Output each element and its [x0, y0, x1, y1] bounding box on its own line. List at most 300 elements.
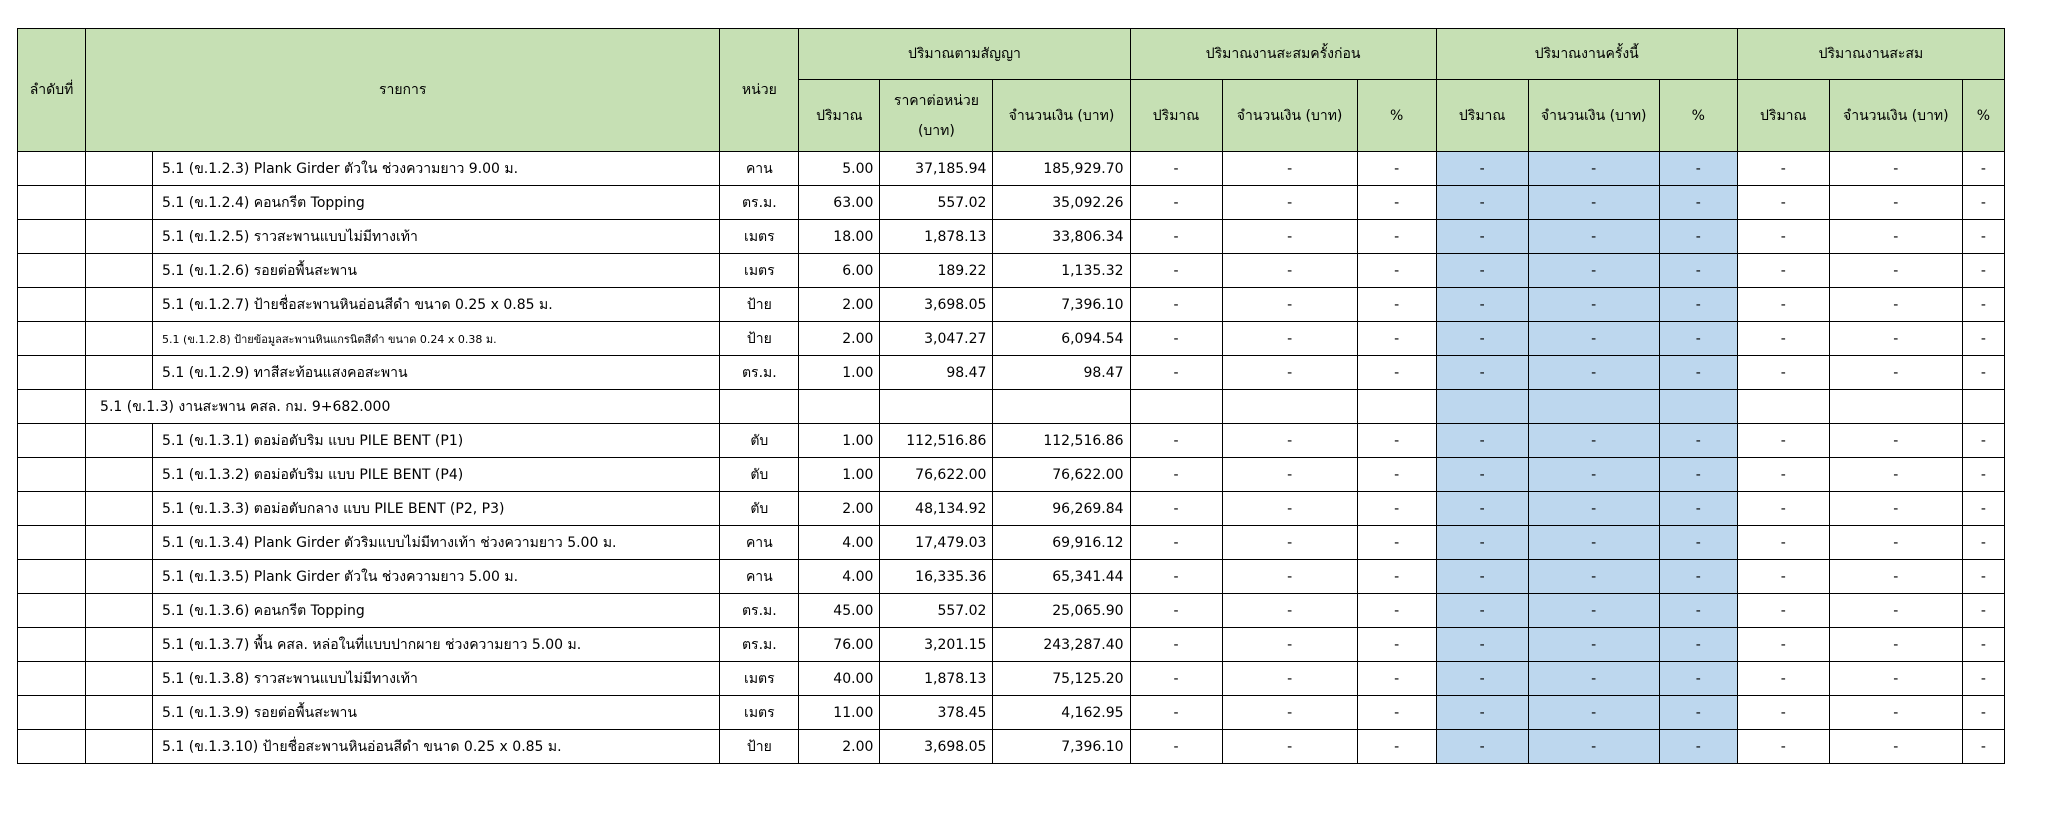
current-qty-cell: -: [1436, 526, 1528, 560]
cumulative-percent-cell: [1962, 390, 2004, 424]
cumulative-percent-cell: -: [1962, 152, 2004, 186]
table-row: [18, 628, 2005, 662]
item-cell: [86, 186, 720, 220]
previous-percent-cell: -: [1357, 356, 1436, 390]
header-previous: ปริมาณงานสะสมครั้งก่อน: [1130, 29, 1436, 80]
current-qty-cell: -: [1436, 220, 1528, 254]
header-unit: หน่วย: [720, 29, 799, 152]
previous-amount-cell: -: [1222, 356, 1357, 390]
current-qty-cell: -: [1436, 730, 1528, 764]
cumulative-percent-cell: -: [1962, 526, 2004, 560]
current-percent-cell: -: [1659, 492, 1737, 526]
qty-cell: 40.00: [799, 662, 880, 696]
header-contract-qty: ปริมาณ: [799, 80, 880, 152]
previous-percent-cell: -: [1357, 152, 1436, 186]
current-qty-cell: -: [1436, 560, 1528, 594]
unit-price-cell: 3,698.05: [880, 288, 993, 322]
amount-cell: 6,094.54: [993, 322, 1130, 356]
previous-qty-cell: [1130, 390, 1222, 424]
amount-cell: [993, 390, 1130, 424]
unit-price-cell: 3,201.15: [880, 628, 993, 662]
cumulative-qty-cell: -: [1737, 186, 1829, 220]
previous-qty-cell: -: [1130, 696, 1222, 730]
item-text: 5.1 (ข.1.3.10) ป้ายชื่อสะพานหินอ่อนสีดำ ขนาด 0.25 x 0.85 ม.: [162, 738, 562, 755]
cumulative-qty-cell: -: [1737, 356, 1829, 390]
unit-price-cell: 189.22: [880, 254, 993, 288]
qty-cell: 18.00: [799, 220, 880, 254]
unit-cell: ตร.ม.: [720, 628, 799, 662]
seq-cell: [18, 254, 86, 288]
table-row: [18, 322, 2005, 356]
cumulative-amount-cell: -: [1829, 458, 1962, 492]
cumulative-qty-cell: -: [1737, 254, 1829, 288]
previous-qty-cell: -: [1130, 322, 1222, 356]
current-amount-cell: -: [1528, 492, 1659, 526]
current-amount-cell: -: [1528, 322, 1659, 356]
seq-cell: [18, 526, 86, 560]
previous-amount-cell: -: [1222, 696, 1357, 730]
current-percent-cell: -: [1659, 254, 1737, 288]
amount-cell: 96,269.84: [993, 492, 1130, 526]
indent-divider: [152, 356, 153, 389]
quantity-table: [17, 28, 2005, 764]
table-row: [18, 730, 2005, 764]
current-amount-cell: -: [1528, 288, 1659, 322]
item-cell: [86, 526, 720, 560]
cumulative-amount-cell: -: [1829, 594, 1962, 628]
seq-cell: [18, 594, 86, 628]
cumulative-qty-cell: -: [1737, 288, 1829, 322]
current-percent-cell: -: [1659, 560, 1737, 594]
unit-cell: เมตร: [720, 220, 799, 254]
unit-price-cell: 112,516.86: [880, 424, 993, 458]
indent-divider: [152, 458, 153, 491]
cumulative-amount-cell: -: [1829, 560, 1962, 594]
item-cell: [86, 662, 720, 696]
item-text: 5.1 (ข.1.2.4) คอนกรีต Topping: [162, 194, 365, 211]
amount-cell: 65,341.44: [993, 560, 1130, 594]
amount-cell: 1,135.32: [993, 254, 1130, 288]
cumulative-qty-cell: -: [1737, 220, 1829, 254]
cumulative-amount-cell: -: [1829, 186, 1962, 220]
current-percent-cell: -: [1659, 186, 1737, 220]
unit-cell: ตับ: [720, 492, 799, 526]
indent-divider: [152, 560, 153, 593]
previous-percent-cell: -: [1357, 662, 1436, 696]
previous-amount-cell: -: [1222, 152, 1357, 186]
previous-amount-cell: -: [1222, 526, 1357, 560]
current-percent-cell: -: [1659, 696, 1737, 730]
indent-divider: [152, 526, 153, 559]
previous-qty-cell: -: [1130, 186, 1222, 220]
qty-cell: 1.00: [799, 424, 880, 458]
seq-cell: [18, 288, 86, 322]
unit-price-cell: 76,622.00: [880, 458, 993, 492]
unit-cell: ตับ: [720, 458, 799, 492]
current-percent-cell: -: [1659, 356, 1737, 390]
seq-cell: [18, 186, 86, 220]
header-seq: ลำดับที่: [18, 29, 86, 152]
cumulative-percent-cell: -: [1962, 730, 2004, 764]
header-previous-percent: %: [1357, 80, 1436, 152]
cumulative-qty-cell: -: [1737, 322, 1829, 356]
item-text: 5.1 (ข.1.3.3) ตอม่อตับกลาง แบบ PILE BENT (P2, P3): [162, 500, 505, 517]
unit-cell: คาน: [720, 526, 799, 560]
cumulative-amount-cell: [1829, 390, 1962, 424]
seq-cell: [18, 560, 86, 594]
item-cell: [86, 628, 720, 662]
current-qty-cell: -: [1436, 254, 1528, 288]
cumulative-percent-cell: -: [1962, 696, 2004, 730]
seq-cell: [18, 696, 86, 730]
amount-cell: 7,396.10: [993, 288, 1130, 322]
unit-price-cell: 3,698.05: [880, 730, 993, 764]
cumulative-qty-cell: -: [1737, 696, 1829, 730]
current-qty-cell: -: [1436, 628, 1528, 662]
indent-divider: [152, 322, 153, 355]
unit-price-cell: 37,185.94: [880, 152, 993, 186]
current-percent-cell: -: [1659, 220, 1737, 254]
qty-cell: 45.00: [799, 594, 880, 628]
current-percent-cell: [1659, 390, 1737, 424]
cumulative-amount-cell: -: [1829, 526, 1962, 560]
item-text: 5.1 (ข.1.3.8) ราวสะพานแบบไม่มีทางเท้า: [162, 670, 418, 687]
indent-divider: [152, 662, 153, 695]
previous-percent-cell: -: [1357, 628, 1436, 662]
previous-percent-cell: -: [1357, 424, 1436, 458]
unit-price-cell: 557.02: [880, 186, 993, 220]
indent-divider: [152, 696, 153, 729]
current-amount-cell: -: [1528, 594, 1659, 628]
current-amount-cell: -: [1528, 254, 1659, 288]
cumulative-percent-cell: -: [1962, 322, 2004, 356]
current-amount-cell: -: [1528, 458, 1659, 492]
indent-divider: [152, 254, 153, 287]
qty-cell: 5.00: [799, 152, 880, 186]
cumulative-qty-cell: -: [1737, 730, 1829, 764]
previous-amount-cell: -: [1222, 492, 1357, 526]
qty-cell: 2.00: [799, 730, 880, 764]
cumulative-percent-cell: -: [1962, 662, 2004, 696]
unit-cell: คาน: [720, 560, 799, 594]
current-qty-cell: -: [1436, 288, 1528, 322]
indent-divider: [152, 152, 153, 185]
previous-qty-cell: -: [1130, 152, 1222, 186]
item-text: 5.1 (ข.1.3.4) Plank Girder ตัวริมแบบไม่มีทางเท้า ช่วงความยาว 5.00 ม.: [162, 534, 617, 551]
header-row-1: [18, 29, 2005, 80]
cumulative-amount-cell: -: [1829, 492, 1962, 526]
amount-cell: 75,125.20: [993, 662, 1130, 696]
previous-qty-cell: -: [1130, 458, 1222, 492]
item-text: 5.1 (ข.1.3.5) Plank Girder ตัวใน ช่วงความยาว 5.00 ม.: [162, 568, 519, 585]
item-cell: [86, 560, 720, 594]
cumulative-qty-cell: -: [1737, 492, 1829, 526]
cumulative-percent-cell: -: [1962, 356, 2004, 390]
previous-amount-cell: -: [1222, 288, 1357, 322]
current-percent-cell: -: [1659, 730, 1737, 764]
current-qty-cell: -: [1436, 356, 1528, 390]
table-row: [18, 662, 2005, 696]
current-percent-cell: -: [1659, 458, 1737, 492]
previous-amount-cell: [1222, 390, 1357, 424]
amount-cell: 35,092.26: [993, 186, 1130, 220]
qty-cell: [799, 390, 880, 424]
item-cell: [86, 390, 720, 424]
qty-cell: 1.00: [799, 458, 880, 492]
previous-percent-cell: -: [1357, 560, 1436, 594]
previous-qty-cell: -: [1130, 220, 1222, 254]
table-row: [18, 492, 2005, 526]
current-qty-cell: -: [1436, 696, 1528, 730]
unit-price-cell: 3,047.27: [880, 322, 993, 356]
indent-divider: [152, 288, 153, 321]
cumulative-qty-cell: -: [1737, 152, 1829, 186]
current-amount-cell: -: [1528, 560, 1659, 594]
item-cell: [86, 424, 720, 458]
previous-amount-cell: -: [1222, 594, 1357, 628]
item-cell: [86, 730, 720, 764]
current-qty-cell: -: [1436, 322, 1528, 356]
current-percent-cell: -: [1659, 288, 1737, 322]
current-percent-cell: -: [1659, 152, 1737, 186]
previous-percent-cell: -: [1357, 288, 1436, 322]
cumulative-qty-cell: -: [1737, 560, 1829, 594]
current-amount-cell: [1528, 390, 1659, 424]
item-cell: [86, 696, 720, 730]
cumulative-amount-cell: -: [1829, 662, 1962, 696]
unit-cell: [720, 390, 799, 424]
current-qty-cell: -: [1436, 458, 1528, 492]
previous-amount-cell: -: [1222, 322, 1357, 356]
item-text: 5.1 (ข.1.2.9) ทาสีสะท้อนแสงคอสะพาน: [162, 364, 408, 381]
previous-amount-cell: -: [1222, 220, 1357, 254]
previous-qty-cell: -: [1130, 560, 1222, 594]
previous-qty-cell: -: [1130, 492, 1222, 526]
item-text: 5.1 (ข.1.3.1) ตอม่อตับริม แบบ PILE BENT (P1): [162, 432, 464, 449]
cumulative-qty-cell: -: [1737, 458, 1829, 492]
unit-cell: ตร.ม.: [720, 356, 799, 390]
amount-cell: 76,622.00: [993, 458, 1130, 492]
previous-qty-cell: -: [1130, 356, 1222, 390]
item-text: 5.1 (ข.1.2.7) ป้ายชื่อสะพานหินอ่อนสีดำ ขนาด 0.25 x 0.85 ม.: [162, 296, 553, 313]
current-percent-cell: -: [1659, 662, 1737, 696]
current-percent-cell: -: [1659, 526, 1737, 560]
amount-cell: 98.47: [993, 356, 1130, 390]
table-row: [18, 152, 2005, 186]
indent-divider: [152, 594, 153, 627]
indent-divider: [152, 220, 153, 253]
cumulative-percent-cell: -: [1962, 288, 2004, 322]
unit-price-cell: 98.47: [880, 356, 993, 390]
table-row: [18, 356, 2005, 390]
qty-cell: 1.00: [799, 356, 880, 390]
table-row: [18, 220, 2005, 254]
previous-qty-cell: -: [1130, 662, 1222, 696]
previous-percent-cell: -: [1357, 696, 1436, 730]
amount-cell: 7,396.10: [993, 730, 1130, 764]
table-row: [18, 390, 2005, 424]
cumulative-percent-cell: -: [1962, 594, 2004, 628]
previous-qty-cell: -: [1130, 526, 1222, 560]
header-contract: ปริมาณตามสัญญา: [799, 29, 1130, 80]
indent-divider: [152, 424, 153, 457]
header-previous-amount: จำนวนเงิน (บาท): [1222, 80, 1357, 152]
current-amount-cell: -: [1528, 186, 1659, 220]
item-cell: [86, 458, 720, 492]
current-amount-cell: -: [1528, 696, 1659, 730]
previous-percent-cell: -: [1357, 254, 1436, 288]
previous-percent-cell: -: [1357, 458, 1436, 492]
unit-cell: เมตร: [720, 662, 799, 696]
item-cell: [86, 594, 720, 628]
qty-cell: 2.00: [799, 288, 880, 322]
seq-cell: [18, 492, 86, 526]
previous-percent-cell: -: [1357, 492, 1436, 526]
header-current-percent: %: [1659, 80, 1737, 152]
unit-price-cell: 48,134.92: [880, 492, 993, 526]
cumulative-percent-cell: -: [1962, 186, 2004, 220]
item-cell: [86, 254, 720, 288]
previous-amount-cell: -: [1222, 254, 1357, 288]
cumulative-qty-cell: [1737, 390, 1829, 424]
previous-amount-cell: -: [1222, 628, 1357, 662]
seq-cell: [18, 220, 86, 254]
cumulative-amount-cell: -: [1829, 696, 1962, 730]
cumulative-percent-cell: -: [1962, 560, 2004, 594]
current-qty-cell: -: [1436, 186, 1528, 220]
table-row: [18, 526, 2005, 560]
cumulative-percent-cell: -: [1962, 458, 2004, 492]
unit-cell: ตับ: [720, 424, 799, 458]
amount-cell: 185,929.70: [993, 152, 1130, 186]
current-qty-cell: -: [1436, 594, 1528, 628]
indent-divider: [152, 628, 153, 661]
table-row: [18, 594, 2005, 628]
previous-percent-cell: -: [1357, 730, 1436, 764]
table-row: [18, 424, 2005, 458]
unit-cell: ป้าย: [720, 288, 799, 322]
item-text: 5.1 (ข.1.2.3) Plank Girder ตัวใน ช่วงความยาว 9.00 ม.: [162, 160, 519, 177]
qty-cell: 63.00: [799, 186, 880, 220]
previous-qty-cell: -: [1130, 628, 1222, 662]
item-text: 5.1 (ข.1.3.2) ตอม่อตับริม แบบ PILE BENT (P4): [162, 466, 464, 483]
cumulative-amount-cell: -: [1829, 322, 1962, 356]
table-body: [18, 152, 2005, 764]
table-row: [18, 254, 2005, 288]
previous-amount-cell: -: [1222, 424, 1357, 458]
current-qty-cell: -: [1436, 492, 1528, 526]
cumulative-amount-cell: -: [1829, 152, 1962, 186]
seq-cell: [18, 628, 86, 662]
previous-amount-cell: -: [1222, 662, 1357, 696]
amount-cell: 33,806.34: [993, 220, 1130, 254]
header-cumulative-qty: ปริมาณ: [1737, 80, 1829, 152]
qty-cell: 76.00: [799, 628, 880, 662]
cumulative-percent-cell: -: [1962, 424, 2004, 458]
table-row: [18, 560, 2005, 594]
header-unit-price: ราคาต่อหน่วย (บาท): [880, 80, 993, 152]
header-current-qty: ปริมาณ: [1436, 80, 1528, 152]
cumulative-amount-cell: -: [1829, 220, 1962, 254]
amount-cell: 112,516.86: [993, 424, 1130, 458]
item-cell: [86, 322, 720, 356]
previous-amount-cell: -: [1222, 186, 1357, 220]
previous-qty-cell: -: [1130, 594, 1222, 628]
cumulative-qty-cell: -: [1737, 662, 1829, 696]
current-amount-cell: -: [1528, 356, 1659, 390]
current-amount-cell: -: [1528, 662, 1659, 696]
item-cell: [86, 152, 720, 186]
unit-price-cell: 16,335.36: [880, 560, 993, 594]
cumulative-qty-cell: -: [1737, 526, 1829, 560]
cumulative-qty-cell: -: [1737, 424, 1829, 458]
amount-cell: 25,065.90: [993, 594, 1130, 628]
unit-cell: ป้าย: [720, 730, 799, 764]
current-amount-cell: -: [1528, 730, 1659, 764]
cumulative-percent-cell: -: [1962, 628, 2004, 662]
item-cell: [86, 220, 720, 254]
cumulative-amount-cell: -: [1829, 730, 1962, 764]
previous-amount-cell: -: [1222, 560, 1357, 594]
current-amount-cell: -: [1528, 424, 1659, 458]
item-text: 5.1 (ข.1.3.6) คอนกรีต Topping: [162, 602, 365, 619]
item-text: 5.1 (ข.1.3) งานสะพาน คสล. กม. 9+682.000: [100, 398, 391, 415]
table-row: [18, 186, 2005, 220]
cumulative-amount-cell: -: [1829, 424, 1962, 458]
header-cumulative-amount: จำนวนเงิน (บาท): [1829, 80, 1962, 152]
header-cumulative-percent: %: [1962, 80, 2004, 152]
unit-price-cell: [880, 390, 993, 424]
header-contract-amount: จำนวนเงิน (บาท): [993, 80, 1130, 152]
unit-cell: ตร.ม.: [720, 186, 799, 220]
item-text: 5.1 (ข.1.2.8) ป้ายข้อมูลสะพานหินแกรนิตสีดำ ขนาด 0.24 x 0.38 ม.: [162, 332, 497, 346]
item-text: 5.1 (ข.1.3.7) พื้น คสล. หล่อในที่แบบปากผาย ช่วงความยาว 5.00 ม.: [162, 636, 582, 653]
previous-amount-cell: -: [1222, 458, 1357, 492]
current-amount-cell: -: [1528, 526, 1659, 560]
seq-cell: [18, 458, 86, 492]
qty-cell: 4.00: [799, 526, 880, 560]
current-percent-cell: -: [1659, 628, 1737, 662]
seq-cell: [18, 322, 86, 356]
cumulative-percent-cell: -: [1962, 492, 2004, 526]
amount-cell: 243,287.40: [993, 628, 1130, 662]
cumulative-amount-cell: -: [1829, 288, 1962, 322]
table-row: [18, 288, 2005, 322]
seq-cell: [18, 424, 86, 458]
previous-percent-cell: -: [1357, 594, 1436, 628]
previous-qty-cell: -: [1130, 424, 1222, 458]
unit-price-cell: 557.02: [880, 594, 993, 628]
unit-price-cell: 1,878.13: [880, 662, 993, 696]
cumulative-amount-cell: -: [1829, 254, 1962, 288]
qty-cell: 4.00: [799, 560, 880, 594]
seq-cell: [18, 662, 86, 696]
indent-divider: [152, 730, 153, 763]
current-qty-cell: -: [1436, 424, 1528, 458]
cumulative-qty-cell: -: [1737, 594, 1829, 628]
unit-price-cell: 378.45: [880, 696, 993, 730]
qty-cell: 2.00: [799, 322, 880, 356]
cumulative-qty-cell: -: [1737, 628, 1829, 662]
cumulative-amount-cell: -: [1829, 356, 1962, 390]
previous-qty-cell: -: [1130, 288, 1222, 322]
header-current-amount: จำนวนเงิน (บาท): [1528, 80, 1659, 152]
unit-cell: เมตร: [720, 696, 799, 730]
amount-cell: 4,162.95: [993, 696, 1130, 730]
item-cell: [86, 356, 720, 390]
item-text: 5.1 (ข.1.2.5) ราวสะพานแบบไม่มีทางเท้า: [162, 228, 418, 245]
seq-cell: [18, 356, 86, 390]
